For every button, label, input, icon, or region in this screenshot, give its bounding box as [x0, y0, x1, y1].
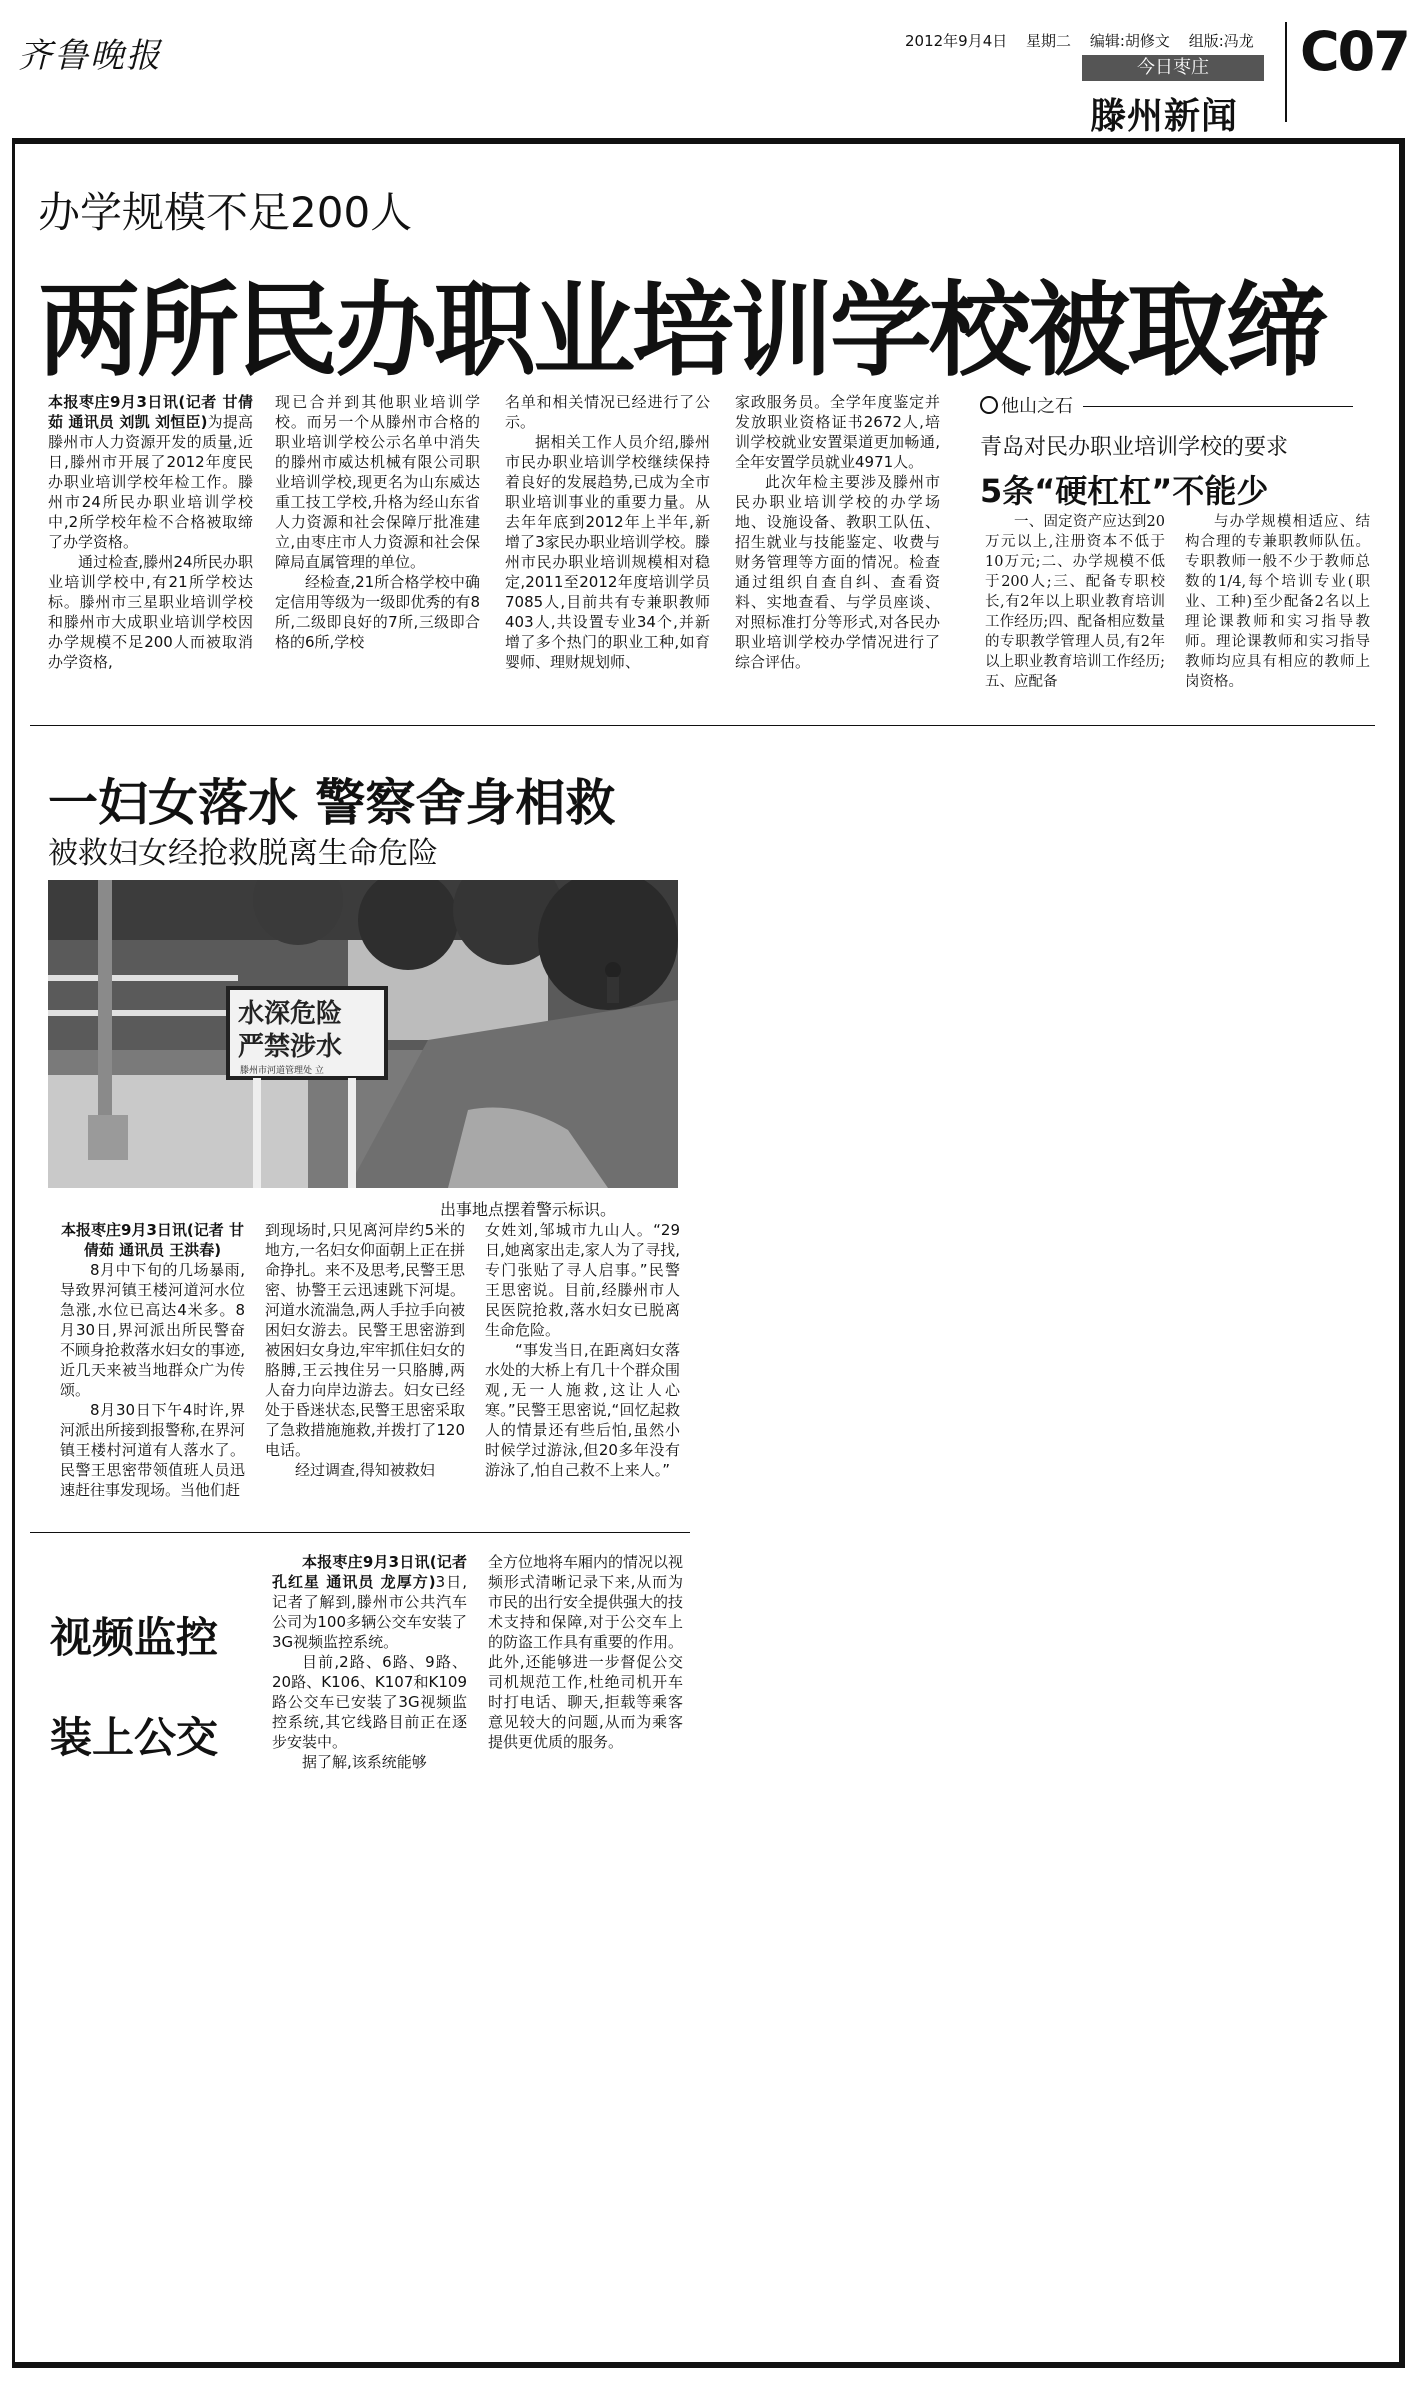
sidebar-tag-rule — [1083, 406, 1353, 407]
editor-credit: 编辑:胡修文 — [1089, 32, 1170, 50]
sign-line-2: 严禁涉水 — [238, 1032, 343, 1062]
article1-paragraph: 名单和相关情况已经进行了公示。 — [505, 393, 710, 431]
section-tag: 今日枣庄 — [1082, 55, 1264, 81]
article2-paragraph: 到现场时,只见离河岸约5米的地方,一名妇女仰面朝上正在拼命挣扎。来不及思考,民警王思密、协警王云迅速跳下河堤。河道水流湍急,两人手拉手向被困妇女游去。民警王思密游到被困妇女身边,牢牢抓住妇女的胳膊,王云拽住另一只胳膊,两人奋力向岸边游去。妇女已经处于昏迷状态,民警王思密采取了急救措施施救,并拨打了120电话。 — [265, 1221, 465, 1459]
sign-line-1: 水深危险 — [238, 999, 343, 1029]
page-number: C07 — [1300, 20, 1409, 83]
circle-icon — [980, 396, 998, 414]
header-divider — [1285, 22, 1287, 122]
article1-paragraph: 现已合并到其他职业培训学校。而另一个从滕州市合格的职业培训学校公示名单中消失的滕州市威达机械有限公司职业培训学校,现更名为山东威达重工技工学校,升格为经山东省人力资源和社会保障厅批准建立,由枣庄市人力资源和社会保障局直属管理的单位。 — [275, 393, 480, 571]
sidebar-subtitle: 青岛对民办职业培训学校的要求 — [980, 435, 1289, 460]
top-rule — [12, 138, 1405, 144]
sidebar-paragraph: 与办学规模相适应、结构合理的专兼职教师队伍。专职教师一般不少于教师总数的1/4,每个培训专业(职业、工种)至少配备2名以上理论课教师和实习指导教师。理论课教师和实习指导教师均应具有相应的教师上岗资格。 — [1185, 514, 1370, 690]
article3-headline-line-1: 视频监控 — [50, 1613, 219, 1662]
article3-paragraph: 据了解,该系统能够 — [302, 1753, 427, 1771]
article2-paragraph: 女姓刘,邹城市九山人。“29日,她离家出走,家人为了寻找,专门张贴了寻人启事。”民警王思密说。目前,经滕州市人民医院抢救,落水妇女已脱离生命危险。 — [485, 1221, 680, 1339]
article3-paragraph: 3日,记者了解到,滕州市公共汽车公司为100多辆公交车安装了3G视频监控系统。 — [272, 1573, 467, 1651]
article2-photo — [48, 880, 678, 1188]
issue-weekday: 星期二 — [1026, 32, 1072, 50]
article3-paragraph: 目前,2路、6路、9路、20路、K106、K107和K109路公交车已安装了3G视频监控系统,其它线路目前正在逐步安装中。 — [272, 1653, 467, 1751]
issue-info — [905, 30, 1268, 51]
article2-byline: 本报枣庄9月3日讯(记者 甘倩茹 通讯员 王洪春) — [61, 1221, 244, 1259]
riverbank-scene-image — [48, 880, 678, 1188]
article2-subtitle: 被救妇女经抢救脱离生命危险 — [48, 836, 438, 871]
article3-column-1 — [272, 1552, 467, 1772]
article1-column-4 — [735, 392, 940, 672]
article1-byline: 本报枣庄9月3日讯(记者 甘倩茹 通讯员 刘凯 刘恒臣) — [48, 393, 253, 431]
section-divider — [30, 1532, 690, 1533]
article1-paragraph: 为提高滕州市人力资源开发的质量,近日,滕州市开展了2012年度民办职业培训学校年检工作。滕州市24所民办职业培训学校中,2所学校年检不合格被取缔了办学资格。 — [48, 413, 253, 551]
article3-headline-line-2: 装上公交 — [50, 1713, 219, 1762]
article1-column-3 — [505, 392, 710, 672]
newspaper-logo: 齐鲁晚报 — [18, 36, 162, 76]
article2-paragraph: 8月中下旬的几场暴雨,导致界河镇王楼河道河水位急涨,水位已高达4米多。8月30日,界河派出所民警奋不顾身抢救落水妇女的事迹,近几天来被当地群众广为传颂。 — [60, 1261, 245, 1399]
article1-headline: 两所民办职业培训学校被取缔 — [38, 272, 1325, 391]
article2-headline: 一妇女落水 警察舍身相救 — [48, 774, 616, 832]
article2-paragraph: “事发当日,在距离妇女落水处的大桥上有几十个群众围观,无一人施救,这让人心寒。”民警王思密说,“回忆起救人的情景还有些后怕,虽然小时候学过游泳,但20多年没有游泳了,怕自己救不上来人。” — [485, 1341, 681, 1479]
sidebar-headline: 5条“硬杠杠”不能少 — [980, 472, 1269, 510]
article1-paragraph: 家政服务员。全学年度鉴定并发放职业资格证书2672人,培训学校就业安置渠道更加畅通,全年安置学员就业4971人。 — [735, 393, 940, 471]
article3-column-2 — [488, 1552, 683, 1752]
photo-caption: 出事地点摆着警示标识。 — [440, 1200, 617, 1219]
article2-column-1 — [60, 1220, 245, 1500]
article1-paragraph: 据相关工作人员介绍,滕州市民办职业培训学校继续保持着良好的发展趋势,已成为全市职业培训事业的重要力量。从去年年底到2012年上半年,新增了3家民办职业培训学校。滕州市民办职业培训规模相对稳定,2011至2012年度培训学员7085人,目前共有专兼职教师403人,共设置专业34个,并新增了多个热门的职业工种,如育婴师、理财规划师、 — [505, 433, 710, 671]
bottom-rule — [12, 2362, 1405, 2368]
layout-credit: 组版:冯龙 — [1188, 32, 1254, 50]
sidebar-tag-label: 他山之石 — [1001, 396, 1073, 417]
article1-paragraph: 经检查,21所合格学校中确定信用等级为一级即优秀的有8所,二级即良好的7所,三级即合格的6所,学校 — [275, 573, 480, 651]
article1-column-2 — [275, 392, 480, 652]
sidebar-paragraph: 一、固定资产应达到20万元以上,注册资本不低于10万元;二、办学规模不低于200人;三、配备专职校长,有2年以上职业教育培训工作经历;四、配备相应数量的专职教学管理人员,有2年以上职业教育培训工作经历;五、应配备 — [985, 514, 1165, 690]
sidebar-column-1 — [985, 512, 1165, 692]
article3-paragraph: 全方位地将车厢内的情况以视频形式清晰记录下来,从而为市民的出行安全提供强大的技术支持和保障,对于公交车上的防盗工作具有重要的作用。此外,还能够进一步督促公交司机规范工作,杜绝司机开车时打电话、聊天,拒载等乘客意见较大的问题,从而为乘客提供更优质的服务。 — [488, 1553, 684, 1751]
sidebar-tag — [980, 392, 1353, 418]
left-rule — [12, 138, 15, 2368]
article3-byline: 本报枣庄9月3日讯(记者 孔红星 通讯员 龙厚方) — [272, 1553, 467, 1591]
article1-paragraph: 此次年检主要涉及滕州市民办职业培训学校的办学场地、设施设备、教职工队伍、招生就业与技能鉴定、收费与财务管理等方面的情况。检查通过组织自查自纠、查看资料、实地查看、与学员座谈、对照标准打分等形式,对各民办职业培训学校办学情况进行了综合评估。 — [735, 473, 940, 671]
right-rule — [1399, 138, 1405, 2368]
article1-column-1 — [48, 392, 253, 672]
article1-paragraph: 通过检查,滕州24所民办职业培训学校中,有21所学校达标。滕州市三星职业培训学校和滕州市大成职业培训学校因办学规模不足200人而被取消办学资格, — [48, 553, 253, 671]
sign-small-text: 滕州市河道管理处 立 — [240, 1066, 324, 1076]
sidebar-column-2 — [1185, 512, 1370, 692]
section-title: 滕州新闻 — [1090, 96, 1239, 137]
issue-date: 2012年9月4日 — [905, 32, 1008, 50]
article2-paragraph: 经过调查,得知被救妇 — [295, 1461, 435, 1479]
article2-paragraph: 8月30日下午4时许,界河派出所接到报警称,在界河镇王楼村河道有人落水了。民警王思密带领值班人员迅速赶往事发现场。当他们赶 — [60, 1401, 245, 1499]
article1-kicker: 办学规模不足200人 — [38, 188, 413, 237]
section-divider — [30, 725, 1375, 726]
article2-column-3 — [485, 1220, 680, 1480]
article2-column-2 — [265, 1220, 465, 1480]
